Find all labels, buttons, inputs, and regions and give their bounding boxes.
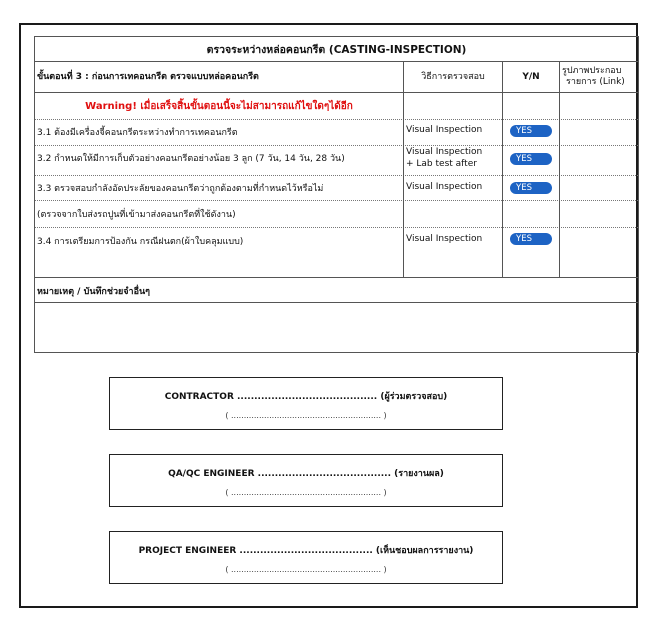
table-rule	[35, 119, 638, 120]
table-rule	[35, 61, 638, 62]
item-3-4-text: 3.4 การเตรียมการป้องกัน กรณีฝนตก(ผ้าใบคลุมแบบ)	[37, 237, 244, 247]
item-3-4-method: Visual Inspection	[406, 234, 483, 244]
column-header-method: วิธีการตรวจสอบ	[421, 72, 485, 82]
remarks-label: หมายเหตุ / บันทึกช่วยจำอื่นๆ	[37, 287, 151, 297]
item-3-3-text: 3.3 ตรวจสอบกำลังอัดประลัยของคอนกรีตว่าถูกต้องตามที่กำหนดไว้หรือไม่	[37, 184, 324, 194]
column-header-photo: รูปภาพประกอบ	[562, 66, 622, 76]
signature-role: QA/QC ENGINEER ....................................... (รายงานผล)	[168, 469, 444, 479]
table-rule	[35, 277, 638, 278]
item-3-2-status-badge[interactable]: YES	[510, 153, 552, 165]
table-rule	[35, 175, 638, 176]
signature-role: PROJECT ENGINEER ....................................... (เห็นชอบผลการรายงาน)	[138, 546, 474, 556]
signature-name-line[interactable]: ( ........................................................... )	[225, 488, 387, 497]
signature-name-line[interactable]: ( ........................................................... )	[225, 411, 387, 420]
table-rule	[35, 227, 638, 228]
column-divider	[502, 61, 503, 277]
item-3-2-method-extra: + Lab test after	[406, 159, 477, 169]
signature-name-line[interactable]: ( ........................................................... )	[225, 565, 387, 574]
item-3-3-method: Visual Inspection	[406, 182, 483, 192]
table-rule	[35, 92, 638, 93]
item-3-3-status-badge[interactable]: YES	[510, 182, 552, 194]
remarks-area[interactable]	[35, 303, 638, 352]
item-3-2-method: Visual Inspection	[406, 147, 483, 157]
column-divider	[403, 61, 404, 277]
item-3-4-status-badge[interactable]: YES	[510, 233, 552, 245]
inspection-table	[34, 36, 639, 353]
table-rule	[35, 145, 638, 146]
warning-text: Warning! เมื่อเสร็จสิ้นขั้นตอนนี้จะไม่สามารถแก้ไขใดๆได้อีก	[85, 101, 353, 112]
item-3-1-method: Visual Inspection	[406, 125, 483, 135]
signature-box-contractor	[109, 377, 503, 430]
form-title: ตรวจระหว่างหล่อคอนกรีต (CASTING-INSPECTION)	[206, 44, 467, 56]
step-label: ขั้นตอนที่ 3 : ก่อนการเทคอนกรีต ตรวจแบบหล่อคอนกรีต	[37, 72, 259, 82]
signature-box-project-engineer	[109, 531, 503, 584]
item-3-1-status-badge[interactable]: YES	[510, 125, 552, 137]
item-3-3-note: (ตรวจจากใบส่งรถปูนที่เข้ามาส่งคอนกรีตที่ใช้ดังาน)	[37, 210, 236, 220]
column-divider	[559, 61, 560, 277]
table-rule	[35, 200, 638, 201]
column-header-yn: Y/N	[522, 72, 540, 82]
signature-role: CONTRACTOR ......................................... (ผู้ร่วมตรวจสอบ)	[164, 392, 448, 402]
column-header-photo: รายการ (Link)	[566, 77, 625, 87]
item-3-1-text: 3.1 ต้องมีเครื่องจี้คอนกรีตระหว่างทำการเทคอนกรีต	[37, 128, 238, 138]
signature-box-qaqc	[109, 454, 503, 507]
item-3-2-text: 3.2 กำหนดให้มีการเก็บตัวอย่างคอนกรีตอย่างน้อย 3 ลูก (7 วัน, 14 วัน, 28 วัน)	[37, 154, 345, 164]
